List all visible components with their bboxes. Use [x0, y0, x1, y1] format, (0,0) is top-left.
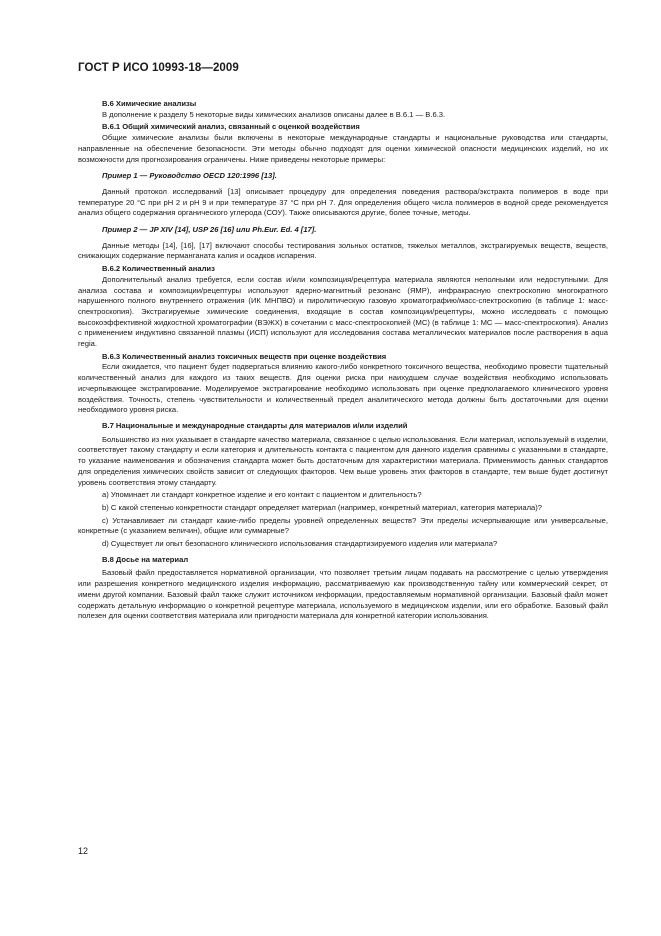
document-header: ГОСТ Р ИСО 10993-18—2009 — [78, 62, 239, 74]
section-b6-paragraph: В дополнение к разделу 5 некоторые виды химических анализов описаны далее в В.6.1 — В.6.3. — [102, 109, 446, 119]
section-b63-paragraph: Если ожидается, что пациент будет подвергаться влиянию какого-либо конкретного токсичного вещества, необходимо провести тщательный количественный анализ для каждого из таких веществ. Для оценки риска при наихудшем случае воздействия необходимо использовать исчерпывающее экстрагирование. Моделируемое экстрагирование необходимо использовать при оценке предполагаемого клинического уровня воздействия. Точность, степень чувствительности и количественный предел аналитического метода должны быть достаточными для оценки необходимого уровня риска. — [78, 362, 608, 415]
section-b63-heading: В.6.3 Количественный анализ токсичных веществ при оценке воздействия — [102, 351, 387, 361]
section-b62-paragraph: Дополнительный анализ требуется, если состав и/или композиция/рецептура материала являются неполными или недоступными. Для анализа состава и композиции/рецептуры используют ядерно-магнитный резонанс (ЯМР), инфракрасную спектроскопию многократного нарушенного полного внутреннего отражения (ИК МНПВО) и пиролитическую газовую хроматографию/масс-спектроскопию (в таблице 1: масс-спектроскопия). Экстрагируемые химические соединения, входящие в состав композиции/рецептуры, можно исследовать с помощью высокоэффективной жидкостной хроматографии (ВЭЖХ) в сочетании с масс-спектроскопией (МС) (в таблице 1: МС — масс-спектроскопия). Анализ с применением индуктивно связанной плазмы (ИСП) используют для исследования состава металлических материалов после растворения в aqua regia. — [78, 274, 608, 349]
section-b8-heading: В.8 Досье на материал — [102, 554, 189, 564]
example-1-heading: Пример 1 — Руководство OECD 120:1996 [13]. — [102, 171, 277, 181]
section-b6-heading: В.6 Химические анализы — [102, 99, 197, 108]
section-b8-paragraph: Базовый файл предоставляется нормативной организации, что позволяет третьим лицам подавать на рассмотрение с целью утверждения или разрешения конкретного медицинского изделия информацию, рассматриваемую как производственную тайну или коммерческий секрет, от имени другой компании. Базовый файл также служит источником информации, предоставляемым нормативной организации. Базовый файл может содержать детальную информацию о конкретной рецептуре материала, используемого в медицинском изделии, или его обработке. Базовый файл полезен для оценки соответствия материала или пригодности материала для конкретной категории использования. — [78, 568, 608, 621]
example-2-paragraph: Данные методы [14], [16], [17] включают способы тестирования зольных остатков, тяжелых металлов, экстрагируемых веществ, веществ, снижающих содержание перманганата калия и осадков испарения. — [78, 240, 608, 261]
section-b61-heading: В.6.1 Общий химический анализ, связанный с оценкой воздействия — [102, 122, 360, 132]
section-b62-heading: В.6.2 Количественный анализ — [102, 264, 215, 274]
section-b7-heading: В.7 Национальные и международные стандарты для материалов и/или изделий — [102, 420, 408, 430]
section-b7-item-a: a) Упоминает ли стандарт конкретное изделие и его контакт с пациентом и длительность? — [102, 490, 422, 500]
section-b61-paragraph: Общие химические анализы были включены в некоторые международные стандарты и национальные руководства или стандарты, направленные на обеспечение безопасности. Эти методы обычно подходят для оценки химической опасности медицинских изделий, но их возможности для прогнозирования ограничены. Ниже приведены некоторые примеры: — [78, 133, 608, 164]
example-1-paragraph: Данный протокол исследований [13] описывает процедуру для определения поведения раствора/экстракта полимеров в воде при температуре 20 °C при pH 2 и pH 9 и при температуре 37 °C при pH 7. Для определения общего числа полимеров в водной среде рекомендуется анализ общего содержания органического углерода (СОУ). Также описываются другие, более точные, методы. — [78, 186, 608, 218]
example-2-heading: Пример 2 — JP XIV [14], USP 26 [16] или Ph.Eur. Ed. 4 [17]. — [102, 225, 317, 235]
section-b7-item-d: d) Существует ли опыт безопасного клинического использования стандартизируемого изделия или материала? — [102, 539, 498, 549]
section-b7-item-b: b) С какой степенью конкретности стандарт определяет материал (например, конкретный материал, категория материала)? — [102, 502, 542, 512]
document-page — [78, 62, 608, 622]
page-number: 12 — [78, 846, 89, 856]
section-b7-paragraph: Большинство из них указывает в стандарте качество материала, связанное с целью использования. Если материал, используемый в изделии, соответствует такому стандарту и если категория и длительность контакта с пациентом для данного изделия сравнимы с указанными в стандарте, то указание наименования и обозначения стандарта может быть достаточным для характеристики материала. Применимость данных стандартов для определения химических свойств зависит от следующих факторов. Чем выше уровень этих факторов в стандарте, тем выше будет достигнут уровень соответствия этому стандарту. — [78, 434, 608, 487]
section-b7-item-c: c) Устанавливает ли стандарт какие-либо пределы уровней определенных веществ? Эти пределы исчерпывающие или универсальные, конкретные (с указанием величин), общие или суммарные? — [78, 515, 608, 536]
